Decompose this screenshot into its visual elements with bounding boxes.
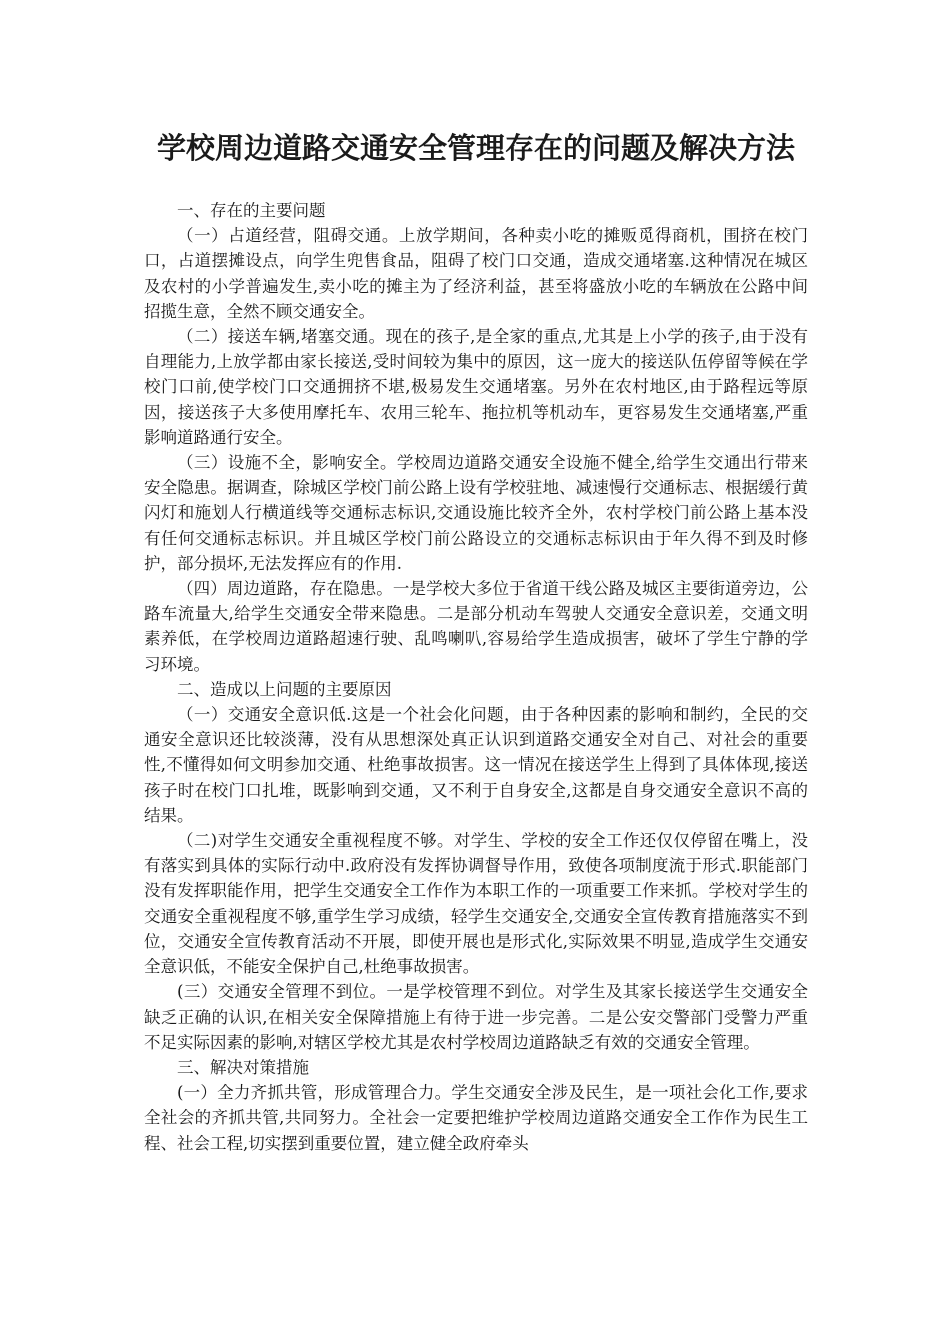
document-title: 学校周边道路交通安全管理存在的问题及解决方法	[156, 131, 795, 165]
paragraph: （二）接送车辆,堵塞交通。现在的孩子,是全家的重点,尤其是上小学的孩子,由于没有自理能力,上放学都由家长接送,受时间较为集中的原因，这一庞大的接送队伍停留等候在学校门口前,使学校门口交通拥挤不堪,极易发生交通堵塞。另外在农村地区,由于路程远等原因，接送孩子大多使用摩托车、农用三轮车、拖拉机等机动车，更容易发生交通堵塞,严重影响道路通行安全。	[144, 327, 808, 447]
paragraph: （一）交通安全意识低.这是一个社会化问题，由于各种因素的影响和制约，全民的交通安全意识还比较淡薄，没有从思想深处真正认识到道路交通安全对自己、对社会的重要性,不懂得如何文明参加交通、杜绝事故损害。这一情况在接送学生上得到了具体体现,接送孩子时在校门口扎堆，既影响到交通，又不利于自身安全,这都是自身交通安全意识不高的结果。	[144, 705, 808, 825]
section-heading-2: 二、造成以上问题的主要原因	[177, 679, 392, 699]
document-page	[144, 126, 808, 1156]
paragraph: （一）占道经营，阻碍交通。上放学期间，各种卖小吃的摊贩觅得商机，围挤在校门口，占道摆摊设点，向学生兜售食品，阻碍了校门口交通，造成交通堵塞.这种情况在城区及农村的小学普遍发生,卖小吃的摊主为了经济利益，甚至将盛放小吃的车辆放在公路中间招揽生意，全然不顾交通安全。	[144, 226, 808, 321]
paragraph: (三）交通安全管理不到位。一是学校管理不到位。对学生及其家长接送学生交通安全缺乏正确的认识,在相关安全保障措施上有待于进一步完善。二是公安交警部门受警力严重不足实际因素的影响,对辖区学校尤其是农村学校周边道路缺乏有效的交通安全管理。	[144, 982, 808, 1052]
paragraph: (一）全力齐抓共管，形成管理合力。学生交通安全涉及民生，是一项社会化工作,要求全社会的齐抓共管,共同努力。全社会一定要把维护学校周边道路交通安全工作作为民生工程、社会工程,切实摆到重要位置，建立健全政府牵头	[144, 1083, 808, 1153]
paragraph: （四）周边道路，存在隐患。一是学校大多位于省道干线公路及城区主要街道旁边，公路车流量大,给学生交通安全带来隐患。二是部分机动车驾驶人交通安全意识差，交通文明素养低，在学校周边道路超速行驶、乱鸣喇叭,容易给学生造成损害，破坏了学生宁静的学习环境。	[144, 579, 808, 674]
paragraph: （三）设施不全，影响安全。学校周边道路交通安全设施不健全,给学生交通出行带来安全隐患。据调查，除城区学校门前公路上设有学校驻地、减速慢行交通标志、根据缓行黄闪灯和施划人行横道线等交通标志标识,交通设施比较齐全外，农村学校门前公路上基本没有任何交通标志标识。并且城区学校门前公路设立的交通标志标识由于年久得不到及时修护，部分损坏,无法发挥应有的作用.	[144, 453, 808, 573]
paragraph: （二)对学生交通安全重视程度不够。对学生、学校的安全工作还仅仅停留在嘴上，没有落实到具体的实际行动中.政府没有发挥协调督导作用，致使各项制度流于形式.职能部门没有发挥职能作用，把学生交通安全工作作为本职工作的一项重要工作来抓。学校对学生的交通安全重视程度不够,重学生学习成绩，轻学生交通安全,交通安全宣传教育措施落实不到位，交通安全宣传教育活动不开展，即使开展也是形式化,实际效果不明显,造成学生交通安全意识低，不能安全保护自己,杜绝事故损害。	[144, 831, 808, 977]
section-heading-3: 三、解决对策措施	[177, 1057, 309, 1077]
section-heading-1: 一、存在的主要问题	[177, 201, 326, 220]
document-body	[144, 198, 808, 1156]
